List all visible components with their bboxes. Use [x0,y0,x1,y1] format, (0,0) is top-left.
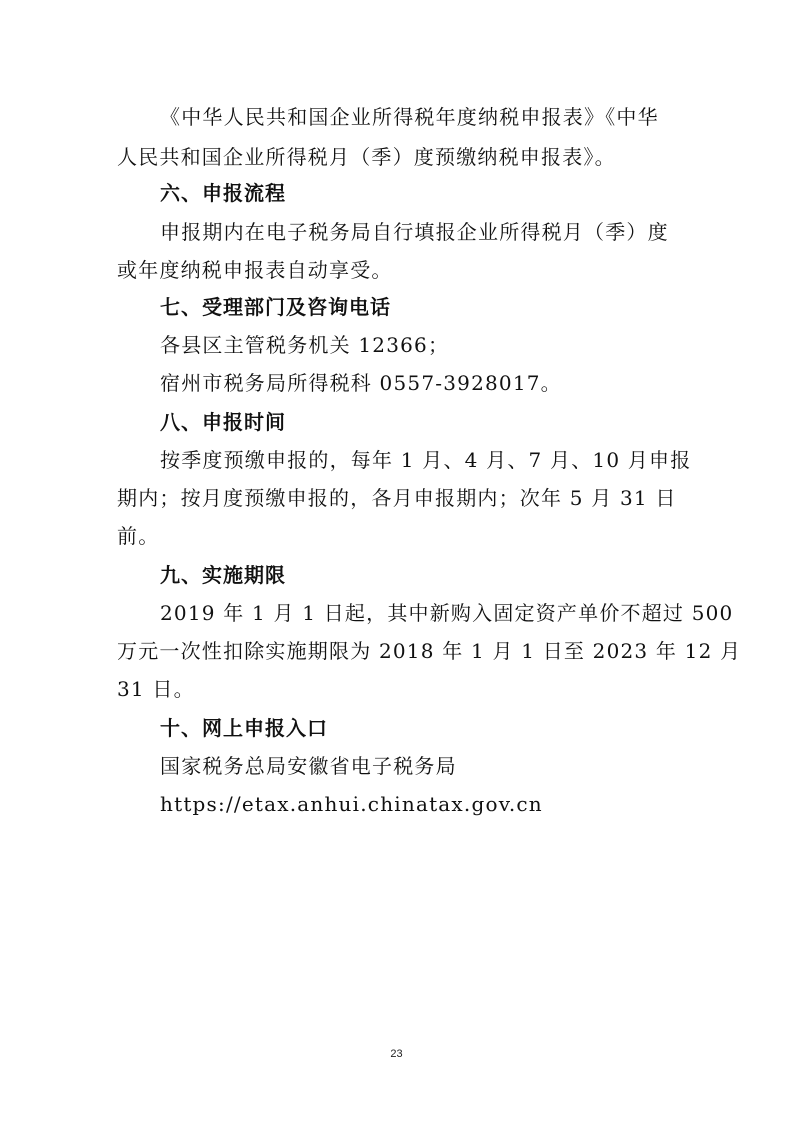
section-heading: 十、网上申报入口 [160,716,328,740]
body-line: 31 日。 [117,677,195,701]
body-line: 国家税务总局安徽省电子税务局 [160,754,457,778]
body-line: 《中华人民共和国企业所得税年度纳税申报表》《中华 [160,105,659,129]
body-line: 人民共和国企业所得税月（季）度预缴纳税申报表》。 [117,145,616,169]
body-line: 期内；按月度预缴申报的，各月申报期内；次年 5 月 31 日 [117,486,677,510]
body-line: 按季度预缴申报的，每年 1 月、4 月、7 月、10 月申报 [160,448,692,472]
body-line: 或年度纳税申报表自动享受。 [117,258,393,282]
section-heading: 九、实施期限 [160,563,286,587]
section-heading: 七、受理部门及咨询电话 [160,295,391,319]
body-line: 万元一次性扣除实施期限为 2018 年 1 月 1 日至 2023 年 12 月 [117,639,742,663]
body-line: 申报期内在电子税务局自行填报企业所得税月（季）度 [160,220,669,244]
section-heading: 八、申报时间 [160,410,286,434]
body-line: 前。 [117,524,160,548]
etax-link[interactable]: https://etax.anhui.chinatax.gov.cn [160,792,543,816]
body-line: 宿州市税务局所得税科 0557-3928017。 [160,371,562,395]
body-line: 2019 年 1 月 1 日起，其中新购入固定资产单价不超过 500 [160,601,734,625]
body-line: 各县区主管税务机关 12366； [160,333,450,357]
page-number: 23 [390,1048,403,1060]
section-heading: 六、申报流程 [160,181,286,205]
